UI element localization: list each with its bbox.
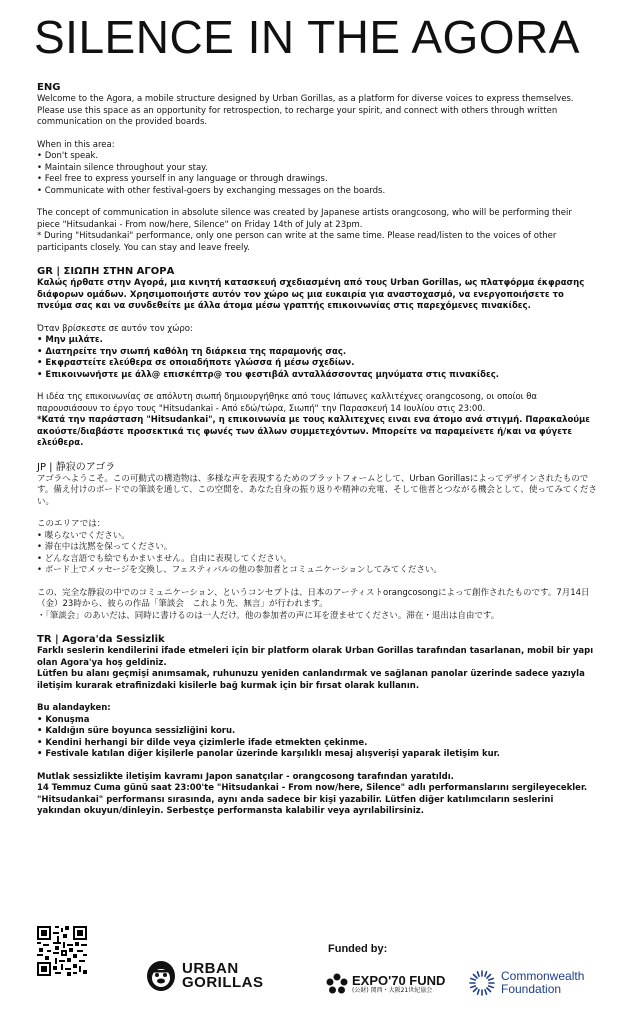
list-item: • Konuşma bbox=[37, 715, 597, 727]
gr-rules bbox=[37, 335, 597, 381]
eng-note: * During "Hitsudankai" performance, only one person can write at the same time. Please read/listen to the voices of other participants closely. You can stay and leave freely. bbox=[37, 231, 557, 253]
tr-rules bbox=[37, 715, 597, 761]
gr-note: *Κατά την παράσταση "Hitsudankai", η επικοινωνία με τους καλλιτεχνες ειναι ενα άτομο ανά στιγμή. Παρακαλούμε ακούστε/διαβάστε προσεκτικά τις φωνές των άλλων συμμετεχόντων. Μπορείτε να παραμείνετε ή/και να φύγετε ελεύθερα. bbox=[37, 415, 591, 448]
expo-sub-text: (公財) 関西・大阪21世紀協会 bbox=[352, 986, 433, 994]
tr-section bbox=[37, 633, 597, 818]
tr-note: "Hitsudankai" performansı sırasında, aynı anda sadece bir kişi yazabilir. Lütfen diğer katılımcıların seslerini yakından okuyun/dinleyin. Serbestçe performansta kalabilir veya ayrılabilirsiniz. bbox=[37, 794, 554, 816]
list-item: • Festivale katılan diğer kişilerle panolar üzerinde karşılıklı mesaj alışverişi yaparak iletişim kur. bbox=[37, 749, 597, 761]
list-item: • 喋らないでください。 bbox=[37, 531, 597, 543]
list-item: • Εκφραστείτε ελεύθερα σε οποιαδήποτε γλώσσα ή μέσω σχεδίων. bbox=[37, 358, 597, 370]
eng-heading: ENG bbox=[37, 82, 61, 93]
page-title: SILENCE IN THE AGORA bbox=[34, 11, 580, 63]
list-item: • 滞在中は沈黙を保ってください。 bbox=[37, 542, 597, 554]
qr-code bbox=[37, 926, 87, 976]
jp-intro: アゴラへようこそ。この可動式の構造物は、多様な声を表現するためのプラットフォームとして、Urban Gorillasによってデザインされたものです。備え付けのボードでの筆談を通して、この空間を、あなた自身の振り返りや精神の充電、そして他者とつながる機会として、使ってみてください。 bbox=[37, 473, 597, 507]
eng-rules bbox=[37, 151, 597, 197]
tr-concept2: 14 Temmuz Cuma günü saat 23:00'te "Hitsudankai - From now/here, Silence" adlı performanslarını sergileyecekler. bbox=[37, 783, 588, 793]
list-item: • Don't speak. bbox=[37, 151, 597, 163]
gr-concept: Η ιδέα της επικοινωνίας σε απόλυτη σιωπή δημιουργήθηκε από τους Ιάπωνες καλλιτέχνες orangcosong, οι οποίοι θα παρουσιάσουν το έργο τους "Hitsudankai - Από εδώ/τώρα, Σιωπή" την Παρασκευή 14 Ιουλίου στις 23:00. bbox=[37, 392, 538, 414]
expo-main-text: EXPO'70 FUND bbox=[352, 972, 446, 988]
jp-concept: この、完全な静寂の中でのコミュニケーション、というコンセプトは、日本のアーティストorangcosongによって創作されたものです。7月14日（金）23時から、彼らの作品「筆談会 これより先、無言」が行われます。 bbox=[37, 587, 590, 609]
urban-gorillas-logo bbox=[146, 960, 264, 992]
list-item: • ボード上でメッセージを交換し、フェスティバルの他の参加者とコミュニケーションしてみてください。 bbox=[37, 565, 597, 577]
gr-intro: Καλώς ήρθατε στην Αγορά, μια κινητή κατασκευή σχεδιασμένη από τους Urban Gorillas, ως πλατφόρμα έκφρασης διάφορων ομάδων. Χρησιμοποιήστε αυτόν τον χώρο ως μια ευκαιρία για αναστοχασμό, να ενεργοποιήσετε το πνεύμα σας και να συνδεθείτε με άλλα άτομα μέσω γραπτής επικοινωνίας στις παρεχόμενες πινακίδες. bbox=[37, 278, 585, 311]
tr-when: Bu alandayken: bbox=[37, 703, 111, 713]
list-item: • Μην μιλάτε. bbox=[37, 335, 597, 347]
tr-concept: Mutlak sessizlikte iletişim kavramı Japon sanatçılar - orangcosong tarafından yaratıldı. bbox=[37, 771, 454, 782]
list-item: • Feel free to express yourself in any language or through drawings. bbox=[37, 174, 597, 186]
main-content bbox=[37, 81, 597, 818]
jp-when: このエリアでは： bbox=[37, 519, 106, 529]
list-item: • Διατηρείτε την σιωπή καθόλη τη διάρκεια της παραμονής σας. bbox=[37, 347, 597, 359]
eng-intro: Welcome to the Agora, a mobile structure designed by Urban Gorillas, as a platform for diverse voices to express themselves. Please use this space as an opportunity for retrospection, to recharge your spirit, and connect with others through written communication on the provided boards. bbox=[37, 94, 574, 127]
list-item: • Kendini herhangi bir dilde veya çizimlerle ifade etmekten çekinme. bbox=[37, 738, 597, 750]
commonwealth-burst-icon bbox=[468, 969, 496, 997]
gorilla-icon bbox=[146, 960, 176, 992]
urban-gorillas-wordmark bbox=[182, 962, 264, 990]
jp-heading: JP | 静寂のアゴラ bbox=[37, 461, 116, 473]
commonwealth-foundation-logo bbox=[468, 969, 584, 997]
eng-section bbox=[37, 81, 597, 254]
eng-concept: The concept of communication in absolute silence was created by Japanese artists orangcosong, who will be performing their piece "Hitsudankai - From now/here, Silence" on Friday 14th of July at 23pm. bbox=[37, 208, 572, 230]
commonwealth-line1: Commonwealth bbox=[501, 969, 585, 983]
urban-gorillas-line1: URBAN bbox=[182, 960, 239, 977]
list-item: • Communicate with other festival-goers by exchanging messages on the boards. bbox=[37, 186, 597, 198]
gr-when: Όταν βρίσκεστε σε αυτόν τον χώρο: bbox=[37, 323, 193, 334]
urban-gorillas-line2: GORILLAS bbox=[182, 974, 264, 991]
tr-intro: Farklı seslerin kendilerini ifade etmeleri için bir platform olarak Urban Gorillas tarafından tasarlanan, mobil bir yapı olan Agora'ya hoş geldiniz. bbox=[37, 646, 594, 668]
gr-section bbox=[37, 265, 597, 450]
jp-rules bbox=[37, 531, 597, 577]
jp-note: ・「筆談会」のあいだは、同時に書けるのは一人だけ。他の参加者の声に耳を澄ませてください。滞在・退出は自由です。 bbox=[37, 610, 500, 621]
commonwealth-line2: Foundation bbox=[501, 982, 562, 996]
eng-when: When in this area: bbox=[37, 139, 115, 150]
gr-heading: GR | ΣΙΩΠΗ ΣΤΗΝ ΑΓΟΡΑ bbox=[37, 266, 175, 277]
jp-section bbox=[37, 461, 597, 623]
list-item: • Maintain silence throughout your stay. bbox=[37, 163, 597, 175]
expo70-fund-logo bbox=[326, 973, 445, 995]
list-item: • Kaldığın süre boyunca sessizliğini koru. bbox=[37, 726, 597, 738]
expo-flower-icon bbox=[326, 973, 348, 995]
tr-heading: TR | Agora'da Sessizlik bbox=[37, 634, 165, 645]
list-item: • Επικοινωνήστε με άλλ@ επισκέπτρ@ του φεστιβάλ ανταλλάσσοντας μηνύματα στις πινακίδες. bbox=[37, 370, 597, 382]
funded-by-label: Funded by: bbox=[328, 943, 388, 955]
list-item: • どんな言語でも絵でもかまいません。自由に表現してください。 bbox=[37, 554, 597, 566]
tr-intro2: Lütfen bu alanı geçmişi anımsamak, ruhunuzu yeniden canlandırmak ve sağlanan panolar üzerinde sadece yazıyla iletişim kurarak etrafinizdaki kisilerle bağ kurmak için bir fırsat olarak kullanın. bbox=[37, 669, 585, 691]
